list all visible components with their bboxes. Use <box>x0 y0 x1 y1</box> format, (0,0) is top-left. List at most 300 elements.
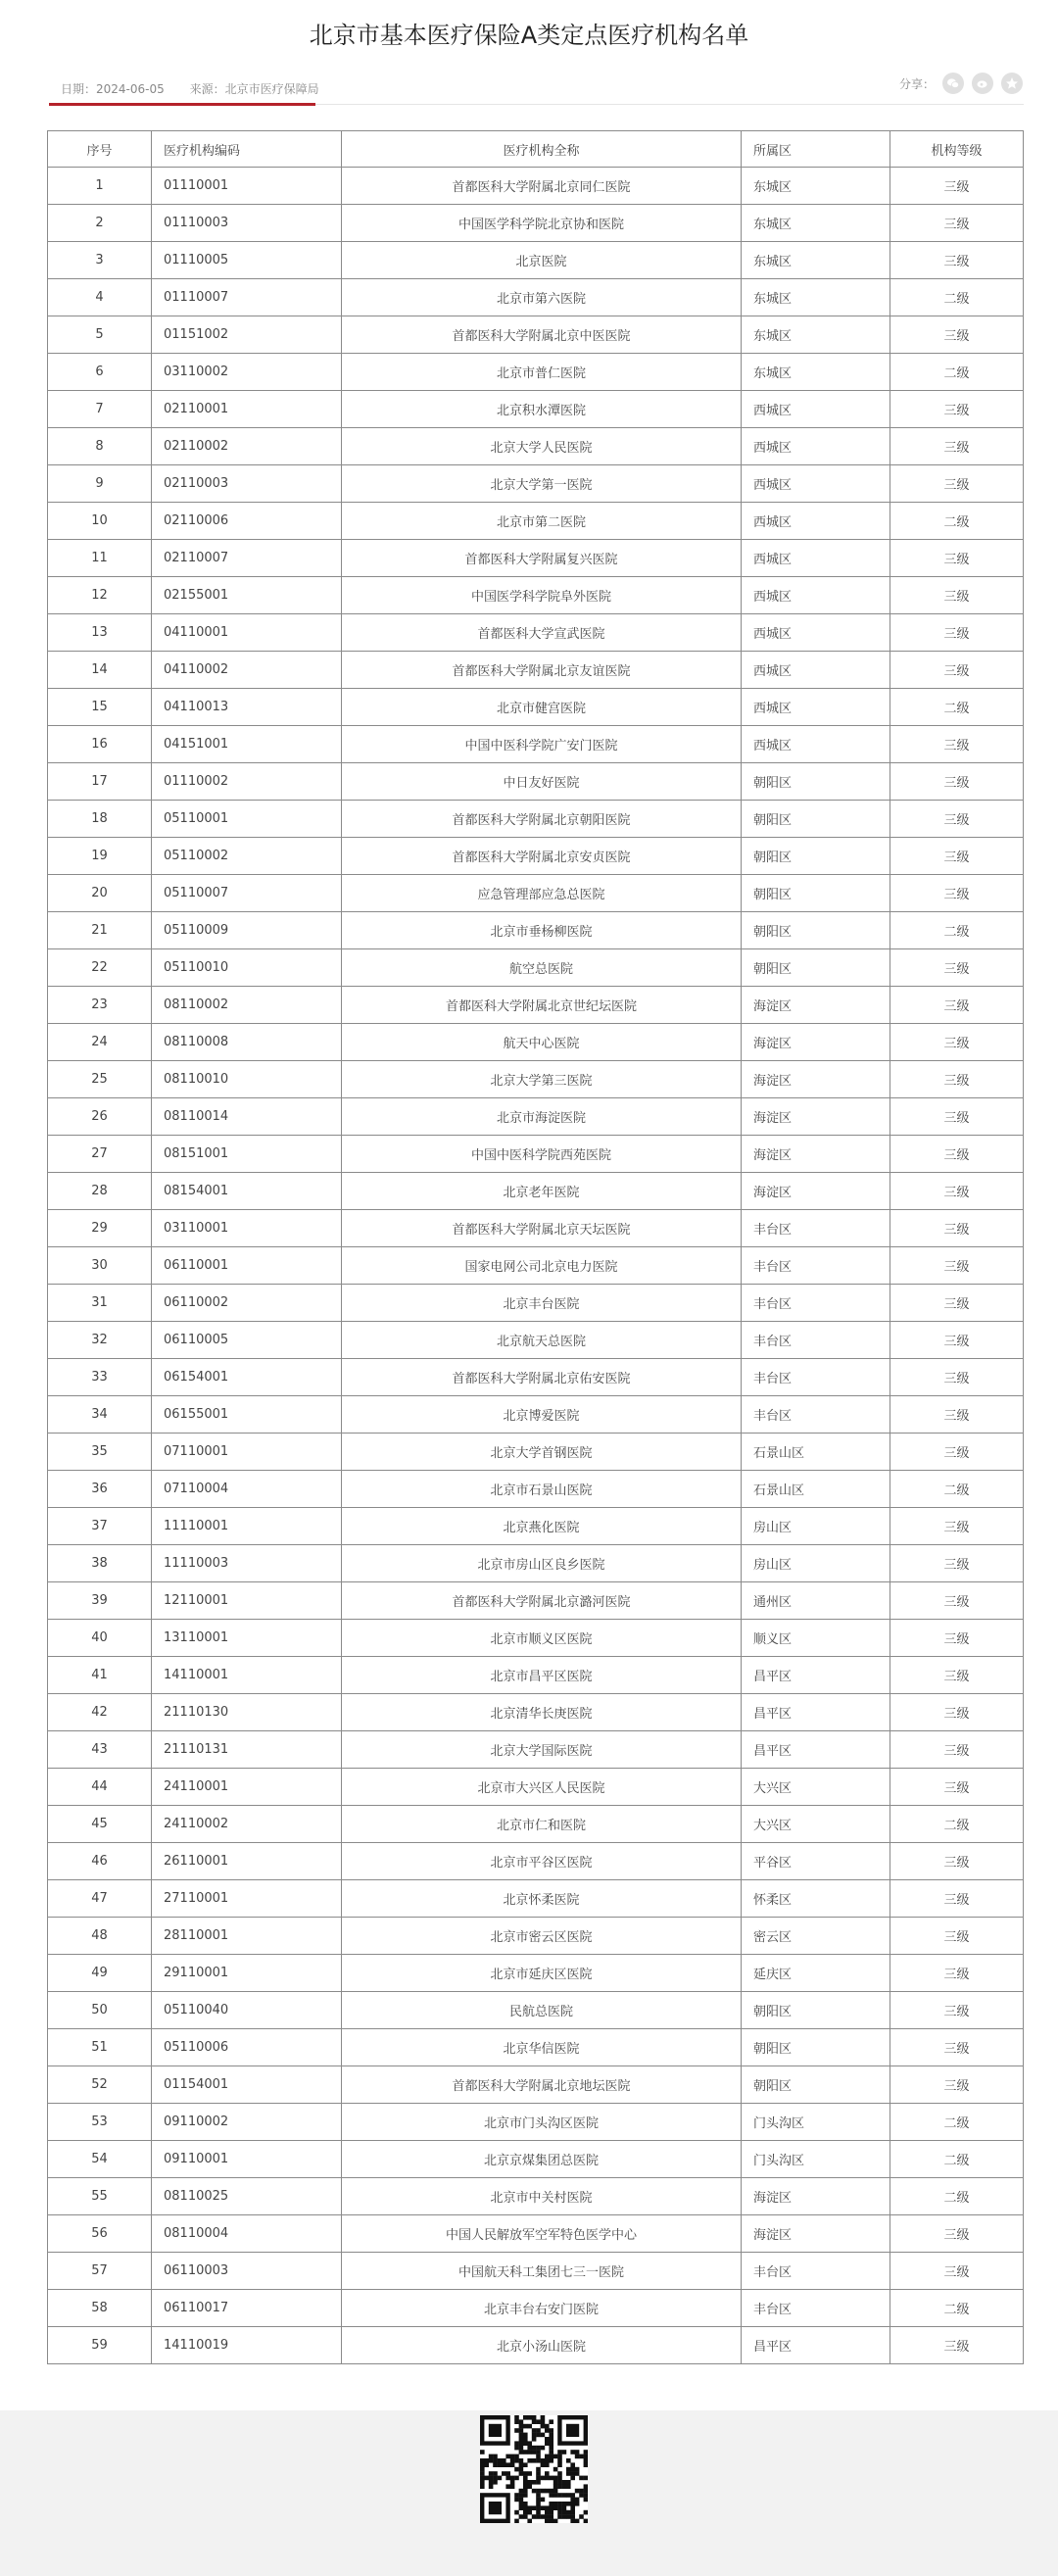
cell-index: 24 <box>48 1024 152 1061</box>
cell-index: 48 <box>48 1918 152 1955</box>
cell-name: 北京医院 <box>342 242 742 279</box>
cell-code: 04110013 <box>152 689 342 726</box>
cell-code: 07110001 <box>152 1434 342 1471</box>
cell-code: 13110001 <box>152 1620 342 1657</box>
cell-district: 门头沟区 <box>742 2104 890 2141</box>
cell-level: 三级 <box>890 1285 1024 1322</box>
cell-index: 5 <box>48 316 152 354</box>
table-row <box>48 1210 1024 1247</box>
cell-level: 三级 <box>890 1173 1024 1210</box>
cell-index: 58 <box>48 2290 152 2327</box>
cell-index: 7 <box>48 391 152 428</box>
cell-district: 昌平区 <box>742 1657 890 1694</box>
cell-level: 三级 <box>890 391 1024 428</box>
cell-district: 怀柔区 <box>742 1880 890 1918</box>
cell-district: 西城区 <box>742 428 890 465</box>
cell-name: 中国医学科学院北京协和医院 <box>342 205 742 242</box>
cell-index: 35 <box>48 1434 152 1471</box>
table-row <box>48 1247 1024 1285</box>
table-row <box>48 428 1024 465</box>
cell-district: 海淀区 <box>742 2178 890 2215</box>
table-row <box>48 1657 1024 1694</box>
cell-level: 二级 <box>890 1806 1024 1843</box>
cell-code: 02110003 <box>152 465 342 503</box>
cell-district: 西城区 <box>742 503 890 540</box>
column-header-level: 机构等级 <box>890 131 1024 168</box>
cell-level: 三级 <box>890 949 1024 987</box>
cell-index: 55 <box>48 2178 152 2215</box>
cell-district: 丰台区 <box>742 2253 890 2290</box>
cell-district: 延庆区 <box>742 1955 890 1992</box>
cell-index: 22 <box>48 949 152 987</box>
table-row <box>48 1136 1024 1173</box>
cell-code: 09110001 <box>152 2141 342 2178</box>
table-row <box>48 1359 1024 1396</box>
cell-name: 首都医科大学附属复兴医院 <box>342 540 742 577</box>
cell-district: 朝阳区 <box>742 949 890 987</box>
cell-index: 36 <box>48 1471 152 1508</box>
table-row <box>48 838 1024 875</box>
cell-code: 08154001 <box>152 1173 342 1210</box>
cell-level: 三级 <box>890 652 1024 689</box>
cell-district: 昌平区 <box>742 1694 890 1731</box>
table-row <box>48 763 1024 801</box>
cell-district: 门头沟区 <box>742 2141 890 2178</box>
cell-name: 北京市第二医院 <box>342 503 742 540</box>
cell-district: 西城区 <box>742 726 890 763</box>
cell-district: 东城区 <box>742 205 890 242</box>
table-row <box>48 1955 1024 1992</box>
cell-index: 20 <box>48 875 152 912</box>
cell-index: 37 <box>48 1508 152 1545</box>
share-bar <box>899 73 1023 94</box>
cell-index: 10 <box>48 503 152 540</box>
table-row <box>48 1843 1024 1880</box>
table-row <box>48 465 1024 503</box>
cell-index: 43 <box>48 1731 152 1769</box>
cell-district: 西城区 <box>742 391 890 428</box>
cell-name: 首都医科大学宣武医院 <box>342 614 742 652</box>
cell-index: 46 <box>48 1843 152 1880</box>
cell-index: 4 <box>48 279 152 316</box>
cell-index: 38 <box>48 1545 152 1582</box>
cell-name: 国家电网公司北京电力医院 <box>342 1247 742 1285</box>
table-row <box>48 1992 1024 2029</box>
cell-code: 04110001 <box>152 614 342 652</box>
cell-index: 39 <box>48 1582 152 1620</box>
cell-name: 首都医科大学附属北京世纪坛医院 <box>342 987 742 1024</box>
cell-district: 丰台区 <box>742 1247 890 1285</box>
cell-index: 53 <box>48 2104 152 2141</box>
cell-name: 北京大学首钢医院 <box>342 1434 742 1471</box>
cell-level: 三级 <box>890 1396 1024 1434</box>
cell-level: 三级 <box>890 1024 1024 1061</box>
cell-name: 北京小汤山医院 <box>342 2327 742 2364</box>
cell-name: 北京市顺义区医院 <box>342 1620 742 1657</box>
cell-name: 北京市门头沟区医院 <box>342 2104 742 2141</box>
cell-code: 08110002 <box>152 987 342 1024</box>
cell-level: 三级 <box>890 1322 1024 1359</box>
cell-district: 西城区 <box>742 465 890 503</box>
cell-index: 30 <box>48 1247 152 1285</box>
cell-name: 北京市昌平区医院 <box>342 1657 742 1694</box>
table-row <box>48 1769 1024 1806</box>
cell-level: 三级 <box>890 1247 1024 1285</box>
cell-index: 2 <box>48 205 152 242</box>
cell-index: 11 <box>48 540 152 577</box>
cell-name: 北京大学第一医院 <box>342 465 742 503</box>
qzone-icon[interactable] <box>1001 73 1023 94</box>
cell-district: 丰台区 <box>742 1322 890 1359</box>
cell-district: 朝阳区 <box>742 2029 890 2066</box>
cell-index: 56 <box>48 2215 152 2253</box>
cell-level: 三级 <box>890 168 1024 205</box>
cell-index: 32 <box>48 1322 152 1359</box>
cell-code: 04110002 <box>152 652 342 689</box>
cell-district: 朝阳区 <box>742 1992 890 2029</box>
cell-code: 14110001 <box>152 1657 342 1694</box>
cell-level: 三级 <box>890 1136 1024 1173</box>
cell-code: 06110005 <box>152 1322 342 1359</box>
cell-code: 12110001 <box>152 1582 342 1620</box>
cell-index: 27 <box>48 1136 152 1173</box>
cell-level: 二级 <box>890 354 1024 391</box>
cell-name: 民航总医院 <box>342 1992 742 2029</box>
cell-name: 中国航天科工集团七三一医院 <box>342 2253 742 2290</box>
cell-level: 三级 <box>890 1843 1024 1880</box>
table-row <box>48 1806 1024 1843</box>
table-row <box>48 726 1024 763</box>
cell-name: 北京大学人民医院 <box>342 428 742 465</box>
cell-code: 08110014 <box>152 1098 342 1136</box>
table-row <box>48 1322 1024 1359</box>
table-row <box>48 1173 1024 1210</box>
cell-code: 01154001 <box>152 2066 342 2104</box>
cell-index: 41 <box>48 1657 152 1694</box>
cell-index: 51 <box>48 2029 152 2066</box>
table-row <box>48 949 1024 987</box>
cell-district: 东城区 <box>742 168 890 205</box>
cell-code: 01110005 <box>152 242 342 279</box>
cell-index: 23 <box>48 987 152 1024</box>
table-row <box>48 2141 1024 2178</box>
cell-code: 27110001 <box>152 1880 342 1918</box>
table-row <box>48 540 1024 577</box>
cell-district: 丰台区 <box>742 1396 890 1434</box>
table-row <box>48 503 1024 540</box>
cell-name: 北京市密云区医院 <box>342 1918 742 1955</box>
cell-index: 6 <box>48 354 152 391</box>
cell-code: 05110010 <box>152 949 342 987</box>
cell-level: 三级 <box>890 205 1024 242</box>
cell-code: 21110131 <box>152 1731 342 1769</box>
cell-district: 石景山区 <box>742 1434 890 1471</box>
cell-level: 三级 <box>890 1210 1024 1247</box>
cell-index: 52 <box>48 2066 152 2104</box>
cell-level: 三级 <box>890 1582 1024 1620</box>
table-row <box>48 1024 1024 1061</box>
table-row <box>48 987 1024 1024</box>
cell-level: 二级 <box>890 2290 1024 2327</box>
cell-code: 01151002 <box>152 316 342 354</box>
cell-index: 18 <box>48 801 152 838</box>
cell-name: 北京积水潭医院 <box>342 391 742 428</box>
source-label: 来源：北京市医疗保障局 <box>189 82 319 96</box>
cell-index: 45 <box>48 1806 152 1843</box>
cell-code: 06155001 <box>152 1396 342 1434</box>
table-row <box>48 2029 1024 2066</box>
cell-code: 26110001 <box>152 1843 342 1880</box>
cell-level: 三级 <box>890 763 1024 801</box>
cell-level: 二级 <box>890 2141 1024 2178</box>
cell-index: 34 <box>48 1396 152 1434</box>
cell-name: 北京大学国际医院 <box>342 1731 742 1769</box>
cell-index: 14 <box>48 652 152 689</box>
table-row <box>48 2178 1024 2215</box>
cell-name: 北京市房山区良乡医院 <box>342 1545 742 1582</box>
cell-level: 三级 <box>890 801 1024 838</box>
cell-code: 01110003 <box>152 205 342 242</box>
cell-index: 17 <box>48 763 152 801</box>
cell-name: 中国人民解放军空军特色医学中心 <box>342 2215 742 2253</box>
cell-name: 北京怀柔医院 <box>342 1880 742 1918</box>
meta-accent-bar <box>49 103 315 106</box>
cell-name: 中国中医科学院广安门医院 <box>342 726 742 763</box>
cell-name: 航天中心医院 <box>342 1024 742 1061</box>
cell-code: 05110009 <box>152 912 342 949</box>
article-meta <box>61 80 341 97</box>
cell-index: 59 <box>48 2327 152 2364</box>
cell-name: 中国中医科学院西苑医院 <box>342 1136 742 1173</box>
cell-index: 40 <box>48 1620 152 1657</box>
table-row <box>48 391 1024 428</box>
cell-code: 11110001 <box>152 1508 342 1545</box>
cell-district: 海淀区 <box>742 1061 890 1098</box>
cell-level: 二级 <box>890 912 1024 949</box>
cell-level: 三级 <box>890 2066 1024 2104</box>
cell-code: 05110006 <box>152 2029 342 2066</box>
cell-district: 海淀区 <box>742 1098 890 1136</box>
table-row <box>48 354 1024 391</box>
table-row <box>48 2215 1024 2253</box>
table-row <box>48 1434 1024 1471</box>
cell-name: 中国医学科学院阜外医院 <box>342 577 742 614</box>
cell-code: 04151001 <box>152 726 342 763</box>
cell-district: 西城区 <box>742 540 890 577</box>
table-row <box>48 168 1024 205</box>
cell-code: 08110004 <box>152 2215 342 2253</box>
cell-code: 11110003 <box>152 1545 342 1582</box>
cell-name: 北京市石景山医院 <box>342 1471 742 1508</box>
cell-code: 02110001 <box>152 391 342 428</box>
cell-district: 大兴区 <box>742 1769 890 1806</box>
cell-district: 朝阳区 <box>742 763 890 801</box>
cell-index: 21 <box>48 912 152 949</box>
cell-level: 三级 <box>890 1731 1024 1769</box>
cell-level: 三级 <box>890 1061 1024 1098</box>
cell-district: 朝阳区 <box>742 2066 890 2104</box>
cell-district: 海淀区 <box>742 987 890 1024</box>
cell-level: 二级 <box>890 689 1024 726</box>
cell-index: 19 <box>48 838 152 875</box>
cell-level: 三级 <box>890 1880 1024 1918</box>
cell-code: 01110007 <box>152 279 342 316</box>
cell-name: 首都医科大学附属北京佑安医院 <box>342 1359 742 1396</box>
cell-name: 首都医科大学附属北京天坛医院 <box>342 1210 742 1247</box>
weibo-icon[interactable] <box>972 73 993 94</box>
cell-code: 05110040 <box>152 1992 342 2029</box>
cell-district: 朝阳区 <box>742 801 890 838</box>
cell-name: 北京丰台医院 <box>342 1285 742 1322</box>
cell-level: 三级 <box>890 577 1024 614</box>
cell-name: 首都医科大学附属北京朝阳医院 <box>342 801 742 838</box>
table-row <box>48 1061 1024 1098</box>
cell-level: 三级 <box>890 1657 1024 1694</box>
cell-district: 朝阳区 <box>742 875 890 912</box>
table-header-row <box>48 131 1024 168</box>
column-header-name: 医疗机构全称 <box>342 131 742 168</box>
cell-code: 02110006 <box>152 503 342 540</box>
cell-code: 08110025 <box>152 2178 342 2215</box>
cell-code: 05110001 <box>152 801 342 838</box>
wechat-icon[interactable] <box>942 73 964 94</box>
cell-district: 海淀区 <box>742 1136 890 1173</box>
cell-level: 三级 <box>890 726 1024 763</box>
cell-district: 房山区 <box>742 1545 890 1582</box>
cell-name: 首都医科大学附属北京安贞医院 <box>342 838 742 875</box>
cell-level: 三级 <box>890 2253 1024 2290</box>
cell-level: 三级 <box>890 1694 1024 1731</box>
cell-index: 33 <box>48 1359 152 1396</box>
cell-index: 8 <box>48 428 152 465</box>
table-row <box>48 1582 1024 1620</box>
cell-code: 07110004 <box>152 1471 342 1508</box>
cell-code: 05110007 <box>152 875 342 912</box>
cell-district: 昌平区 <box>742 1731 890 1769</box>
table-row <box>48 1098 1024 1136</box>
table-row <box>48 801 1024 838</box>
cell-district: 朝阳区 <box>742 912 890 949</box>
cell-code: 01110001 <box>152 168 342 205</box>
cell-district: 东城区 <box>742 279 890 316</box>
table-row <box>48 2290 1024 2327</box>
cell-name: 首都医科大学附属北京友谊医院 <box>342 652 742 689</box>
cell-name: 北京清华长庚医院 <box>342 1694 742 1731</box>
cell-level: 三级 <box>890 987 1024 1024</box>
table-row <box>48 875 1024 912</box>
cell-index: 16 <box>48 726 152 763</box>
column-header-district: 所属区 <box>742 131 890 168</box>
cell-code: 05110002 <box>152 838 342 875</box>
table-row <box>48 242 1024 279</box>
cell-name: 首都医科大学附属北京中医医院 <box>342 316 742 354</box>
cell-district: 密云区 <box>742 1918 890 1955</box>
cell-index: 9 <box>48 465 152 503</box>
cell-level: 三级 <box>890 428 1024 465</box>
cell-level: 三级 <box>890 1545 1024 1582</box>
cell-code: 09110002 <box>152 2104 342 2141</box>
cell-code: 02155001 <box>152 577 342 614</box>
cell-name: 北京华信医院 <box>342 2029 742 2066</box>
cell-level: 三级 <box>890 1992 1024 2029</box>
publish-date: 日期：2024-06-05 <box>61 82 165 96</box>
cell-name: 首都医科大学附属北京地坛医院 <box>342 2066 742 2104</box>
cell-name: 航空总医院 <box>342 949 742 987</box>
cell-district: 丰台区 <box>742 1359 890 1396</box>
cell-district: 东城区 <box>742 354 890 391</box>
cell-name: 中日友好医院 <box>342 763 742 801</box>
cell-name: 北京京煤集团总医院 <box>342 2141 742 2178</box>
cell-index: 54 <box>48 2141 152 2178</box>
cell-name: 北京大学第三医院 <box>342 1061 742 1098</box>
cell-name: 北京市延庆区医院 <box>342 1955 742 1992</box>
cell-name: 北京市大兴区人民医院 <box>342 1769 742 1806</box>
cell-level: 二级 <box>890 1471 1024 1508</box>
cell-code: 14110019 <box>152 2327 342 2364</box>
cell-index: 25 <box>48 1061 152 1098</box>
column-header-code: 医疗机构编码 <box>152 131 342 168</box>
cell-code: 29110001 <box>152 1955 342 1992</box>
cell-level: 三级 <box>890 838 1024 875</box>
cell-level: 三级 <box>890 1359 1024 1396</box>
cell-code: 06110017 <box>152 2290 342 2327</box>
table-row <box>48 1396 1024 1434</box>
cell-index: 31 <box>48 1285 152 1322</box>
table-row <box>48 1918 1024 1955</box>
cell-district: 顺义区 <box>742 1620 890 1657</box>
cell-level: 三级 <box>890 2215 1024 2253</box>
cell-name: 北京市健宫医院 <box>342 689 742 726</box>
cell-code: 08110010 <box>152 1061 342 1098</box>
table-row <box>48 279 1024 316</box>
cell-level: 三级 <box>890 1508 1024 1545</box>
cell-level: 二级 <box>890 279 1024 316</box>
cell-code: 24110002 <box>152 1806 342 1843</box>
cell-name: 北京市普仁医院 <box>342 354 742 391</box>
cell-level: 三级 <box>890 875 1024 912</box>
cell-district: 石景山区 <box>742 1471 890 1508</box>
cell-district: 昌平区 <box>742 2327 890 2364</box>
cell-district: 朝阳区 <box>742 838 890 875</box>
table-row <box>48 2104 1024 2141</box>
cell-index: 26 <box>48 1098 152 1136</box>
share-label: 分享： <box>898 76 935 91</box>
cell-index: 12 <box>48 577 152 614</box>
qr-code <box>480 2415 588 2523</box>
cell-name: 北京航天总医院 <box>342 1322 742 1359</box>
cell-index: 28 <box>48 1173 152 1210</box>
cell-name: 北京市海淀医院 <box>342 1098 742 1136</box>
cell-district: 西城区 <box>742 689 890 726</box>
cell-code: 03110001 <box>152 1210 342 1247</box>
table-row <box>48 1880 1024 1918</box>
cell-code: 06110003 <box>152 2253 342 2290</box>
cell-level: 三级 <box>890 2029 1024 2066</box>
table-row <box>48 2066 1024 2104</box>
table-row <box>48 1694 1024 1731</box>
table-row <box>48 577 1024 614</box>
cell-index: 44 <box>48 1769 152 1806</box>
table-row <box>48 2327 1024 2364</box>
cell-name: 北京丰台右安门医院 <box>342 2290 742 2327</box>
cell-index: 29 <box>48 1210 152 1247</box>
table-row <box>48 614 1024 652</box>
table-row <box>48 316 1024 354</box>
cell-level: 三级 <box>890 316 1024 354</box>
cell-code: 06110002 <box>152 1285 342 1322</box>
cell-level: 三级 <box>890 242 1024 279</box>
table-row <box>48 1620 1024 1657</box>
